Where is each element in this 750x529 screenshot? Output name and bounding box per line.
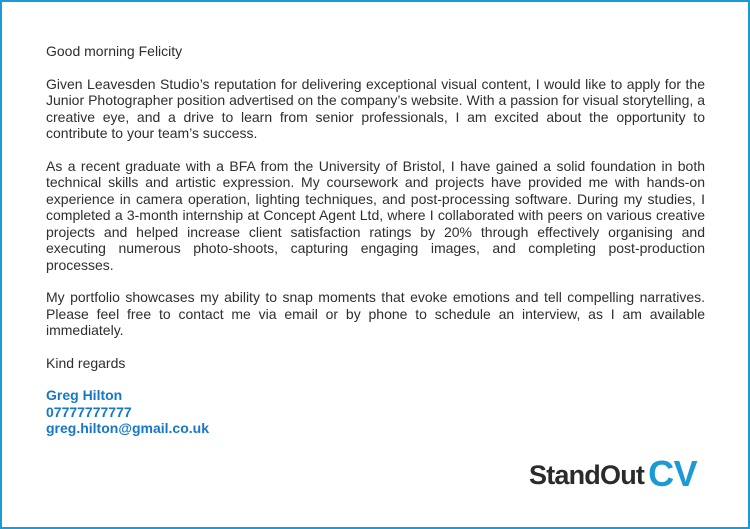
standout-cv-logo <box>529 451 698 494</box>
logo-word-standout: StandOut <box>529 460 645 490</box>
signature-name: Greg Hilton <box>46 387 123 403</box>
signature-email: greg.hilton@gmail.co.uk <box>46 420 209 436</box>
letter-paragraph-1: Given Leavesden Studio’s reputation for delivering exceptional visual content, I would like to apply for the Junior Photographer position advertised on the company’s website. With a passion for visual storytelling, a creative eye, and a drive to learn from senior professionals, I am excited about the opportunity to contribute to your team’s success. <box>46 75 705 141</box>
signature-phone: 07777777777 <box>46 403 132 420</box>
letter-paragraph-2: As a recent graduate with a BFA from the University of Bristol, I have gained a solid foundation in both technical skills and artistic expression. My coursework and projects have provided me with hands-on experience in camera operation, lighting techniques, and post-processing software. During my studies, I completed a 3-month internship at Concept Agent Ltd, where I collaborated with peers on various creative projects and helped increase client satisfaction ratings by 20% through effectively organising and executing numerous photo-shoots, capturing engaging images, and completing post-production processes. <box>46 157 705 273</box>
letter-greeting: Good morning Felicity <box>46 43 183 59</box>
letter-paragraph-3: My portfolio showcases my ability to snap moments that evoke emotions and tell compelling narratives. Please feel free to contact me via email or by phone to schedule an interview, as I am available immediately. <box>46 289 705 338</box>
cover-letter-body <box>46 43 705 437</box>
letter-closing: Kind regards <box>46 354 126 371</box>
logo-word-cv: CV <box>648 453 698 494</box>
